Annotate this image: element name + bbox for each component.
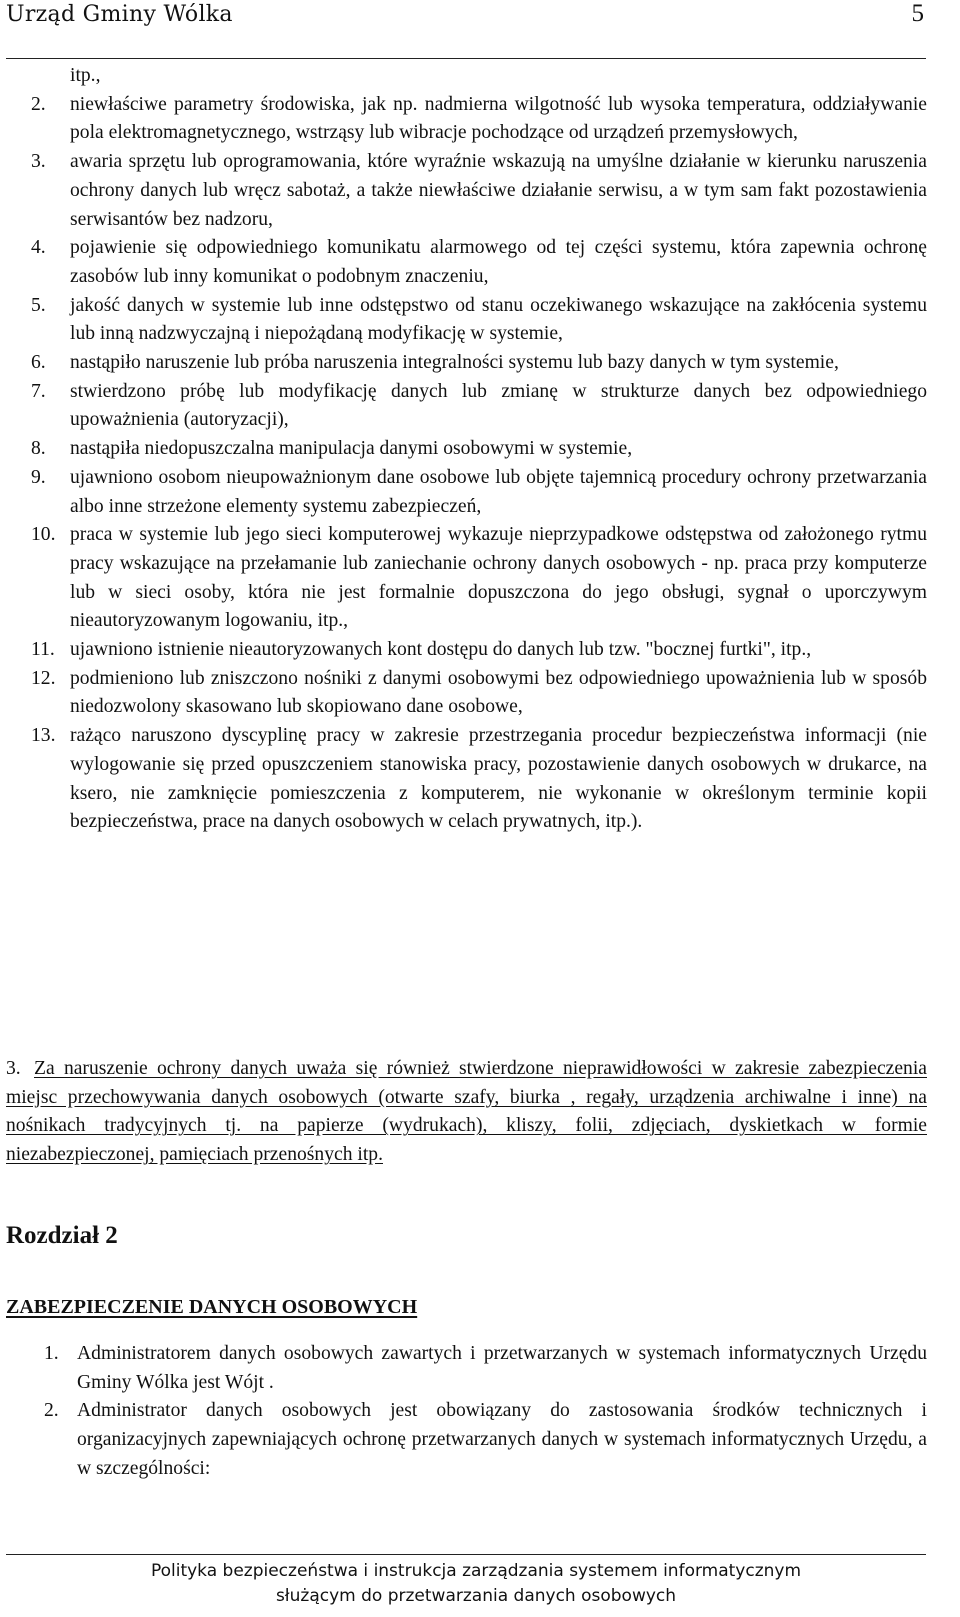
- list-item-text: ujawniono osobom nieupoważnionym dane osobowe lub objęte tajemnicą procedury ochrony przetwarzania albo inne strzeżone elementy systemu zabezpieczeń,: [70, 466, 927, 517]
- list-item-text: niewłaściwe parametry środowiska, jak np. nadmierna wilgotność lub wysoka temperatura, oddziaływanie pola elektromagnetycznego, wstrząsy lub wibracje pochodzące od urządzeń przemysłowych,: [70, 93, 927, 144]
- page-header: [6, 0, 926, 59]
- list-item-number: 5.: [31, 294, 46, 316]
- list-item: [0, 636, 960, 665]
- section-heading: ZABEZPIECZENIE DANYCH OSOBOWYCH: [6, 1296, 418, 1318]
- list-item-text: awaria sprzętu lub oprogramowania, które wyraźnie wskazują na umyślne działanie w kierunku naruszenia ochrony danych lub wręcz sabotaż, a także niewłaściwe działanie serwisu, a w tym sam fakt pozostawienia serwisantów bez nadzoru,: [70, 151, 927, 230]
- protection-list: [0, 1340, 960, 1484]
- paragraph-3: [0, 1055, 960, 1170]
- list-item-number: 10.: [31, 524, 56, 546]
- list-item-number: 8.: [31, 438, 46, 460]
- incident-list: [0, 62, 960, 837]
- list-item-number: 12.: [31, 667, 56, 689]
- list-item: [0, 435, 960, 464]
- list-item-text: nastąpiło naruszenie lub próba naruszenia integralności systemu lub bazy danych w tym systemie,: [70, 352, 839, 374]
- list-item: [0, 464, 960, 521]
- list-item-text: nastąpiła niedopuszczalna manipulacja danymi osobowymi w systemie,: [70, 438, 633, 460]
- page-number: 5: [911, 0, 924, 27]
- paragraph-number: 3.: [6, 1058, 21, 1079]
- list-item: [0, 292, 960, 349]
- header-title: Urząd Gminy Wólka: [6, 2, 233, 27]
- list-item: [0, 722, 960, 837]
- list-item-text: praca w systemie lub jego sieci komputerowej wykazuje nieprzypadkowe odstępstwa od założonego rytmu pracy wskazujące na przełamanie lub zaniechanie ochrony danych osobowych - np. praca przy komputerze lub w sieci osoby, która nie jest formalnie dopuszczona do jego obsługi, sygnał o uporczywym nieautoryzowanym logowaniu, itp.,: [70, 524, 927, 632]
- list-item-text: rażąco naruszono dyscyplinę pracy w zakresie przestrzegania procedur bezpieczeństwa informacji (nie wylogowanie się przed opuszczeniem stanowiska pracy, pozostawienie danych osobowych w drukarce, na ksero, nie zamknięcie pomieszczenia z komputerem, nie wykonanie w określonym terminie kopii bezpieczeństwa, prace na danych osobowych w celach prywatnych, itp.).: [70, 725, 927, 833]
- list-item-number: 13.: [31, 725, 56, 747]
- list-item-number: 4.: [31, 237, 46, 259]
- page-footer: [6, 1554, 926, 1609]
- list-item: [0, 349, 960, 378]
- list-item-number: 2.: [31, 93, 46, 115]
- list-item-number: 2.: [44, 1400, 59, 1422]
- list-item: [0, 1340, 960, 1397]
- list-item-text: pojawienie się odpowiedniego komunikatu alarmowego od tej części systemu, która zapewnia ochronę zasobów lub inny komunikat o podobnym znaczeniu,: [70, 237, 927, 287]
- list-item-number: 11.: [31, 639, 55, 661]
- footer-line-1: Polityka bezpieczeństwa i instrukcja zarządzania systemem informatycznym: [150, 1561, 802, 1581]
- list-item: [0, 665, 960, 722]
- list-item-text: ujawniono istnienie nieautoryzowanych kont dostępu do danych lub tzw. "bocznej furtki", itp.,: [70, 639, 812, 661]
- incident-list-section: [0, 62, 960, 837]
- list-item-text: jakość danych w systemie lub inne odstępstwo od stanu oczekiwanego wskazujące na zakłócenia systemu lub inną nadzwyczajną i niepożądaną modyfikację w systemie,: [70, 294, 927, 345]
- list-item-text: Administratorem danych osobowych zawartych i przetwarzanych w systemach informatycznych Urzędu Gminy Wólka jest Wójt .: [77, 1343, 927, 1393]
- list-item: [0, 521, 960, 636]
- list-item: [0, 148, 960, 234]
- chapter-title: Rozdział 2: [6, 1222, 118, 1249]
- footer-line-2: służącym do przetwarzania danych osobowych: [275, 1586, 677, 1606]
- list-item-number: 3.: [31, 151, 46, 173]
- list-item: [0, 1397, 960, 1483]
- paragraph-text: Za naruszenie ochrony danych uważa się również stwierdzone nieprawidłowości w zakresie zabezpieczenia miejsc przechowywania danych osobowych (otwarte szafy, biurka , regały, urządzenia archiwalne i inne) na nośnikach tradycyjnych tj. na papierze (wydrukach), kliszy, folii, zdjęciach, dyskietkach w formie niezabezpieczonej, pamięciach przenośnych itp.: [6, 1058, 927, 1166]
- list-item-text: stwierdzono próbę lub modyfikację danych lub zmianę w strukturze danych bez odpowiedniego upoważnienia (autoryzacji),: [70, 380, 927, 431]
- list-item: [0, 62, 960, 91]
- list-item: [0, 378, 960, 435]
- list-item: [0, 234, 960, 291]
- list-item-text: podmieniono lub zniszczono nośniki z danymi osobowymi bez odpowiedniego upoważnienia lub w sposób niedozwolony skasowano lub skopiowano dane osobowe,: [70, 667, 927, 718]
- list-item: [0, 91, 960, 148]
- list-item-number: 9.: [31, 466, 46, 488]
- list-item-number: 7.: [31, 380, 46, 402]
- list-item-number: 6.: [31, 352, 46, 374]
- list-item-number: 1.: [44, 1343, 59, 1364]
- list-item-text: Administrator danych osobowych jest obowiązany do zastosowania środków technicznych i organizacyjnych zapewniających ochronę przetwarzanych danych w systemach informatycznych Urzędu, a w szczególności:: [77, 1400, 927, 1479]
- list-item-text: itp.,: [70, 65, 101, 86]
